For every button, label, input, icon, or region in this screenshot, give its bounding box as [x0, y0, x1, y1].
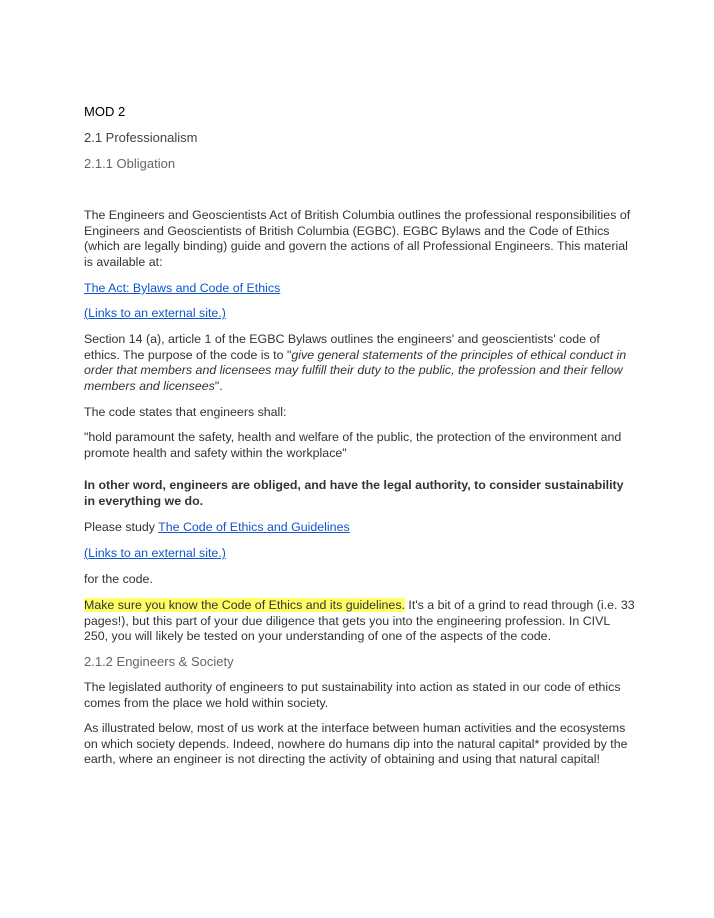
paragraph-text: ".: [214, 378, 223, 393]
paragraph-code-quote: "hold paramount the safety, health and welfare of the public, the protection of the environment and promote health and safety within the workplace": [84, 430, 622, 460]
code-purpose-quote: give general statements of the principles of ethical conduct in order that members and licensees may fulfill their duty to the public, the profession and their fellow members and licensees: [84, 347, 627, 393]
link-row-external-1: [84, 306, 636, 322]
paragraph-make-sure: [84, 598, 636, 645]
subsection-heading-obligation: 2.1.1 Obligation: [84, 156, 176, 171]
external-site-link[interactable]: (Links to an external site.): [84, 546, 226, 560]
highlighted-text: Make sure you know the Code of Ethics and its guidelines.: [84, 598, 405, 612]
code-of-ethics-link[interactable]: The Code of Ethics and Guidelines: [158, 520, 350, 534]
paragraph-for-the-code: for the code.: [84, 572, 153, 586]
paragraph-obligation-bold: In other word, engineers are obliged, and have the legal authority, to consider sustainability in everything we do.: [84, 478, 624, 508]
act-bylaws-link[interactable]: The Act: Bylaws and Code of Ethics: [84, 281, 281, 295]
subsection-heading-society: 2.1.2 Engineers & Society: [84, 654, 234, 669]
paragraph-text: It's a bit of a grind to read through (i.e. 33 pages!), but this part of your due diligence that gets you into the engineering profession. In CIVL 250, you will likely be tested on your understanding of one of the aspects of the code.: [84, 598, 635, 644]
paragraph-legislated-authority: The legislated authority of engineers to put sustainability into action as stated in our code of ethics comes from the place we hold within society.: [84, 680, 621, 710]
paragraph-code-states: The code states that engineers shall:: [84, 405, 287, 419]
external-site-link[interactable]: (Links to an external site.): [84, 306, 226, 320]
paragraph-intro: The Engineers and Geoscientists Act of British Columbia outlines the professional responsibilities of Engineers and Geoscientists of British Columbia (EGBC). EGBC Bylaws and the Code of Ethics (which are legally binding) guide and govern the actions of all Professional Engineers. This material is available at:: [84, 208, 631, 269]
paragraph-please-study: [84, 520, 636, 536]
link-row-external-2: [84, 546, 636, 562]
paragraph-text: Please study: [84, 520, 159, 534]
paragraph-text: Section 14 (a), article 1 of the EGBC Bylaws outlines the engineers' and geoscientists' code of ethics. The purpose of the code is to ": [84, 332, 600, 362]
link-row-act: [84, 281, 636, 297]
module-title: MOD 2: [84, 104, 126, 119]
section-heading: 2.1 Professionalism: [84, 130, 198, 145]
paragraph-illustrated-below: As illustrated below, most of us work at the interface between human activities and the ecosystems on which society depends. Indeed, nowhere do humans dip into the natural capital* provided by the earth, where an engineer is not directing the activity of obtaining and using that natural capital!: [84, 721, 628, 767]
paragraph-section-14: [84, 332, 636, 394]
